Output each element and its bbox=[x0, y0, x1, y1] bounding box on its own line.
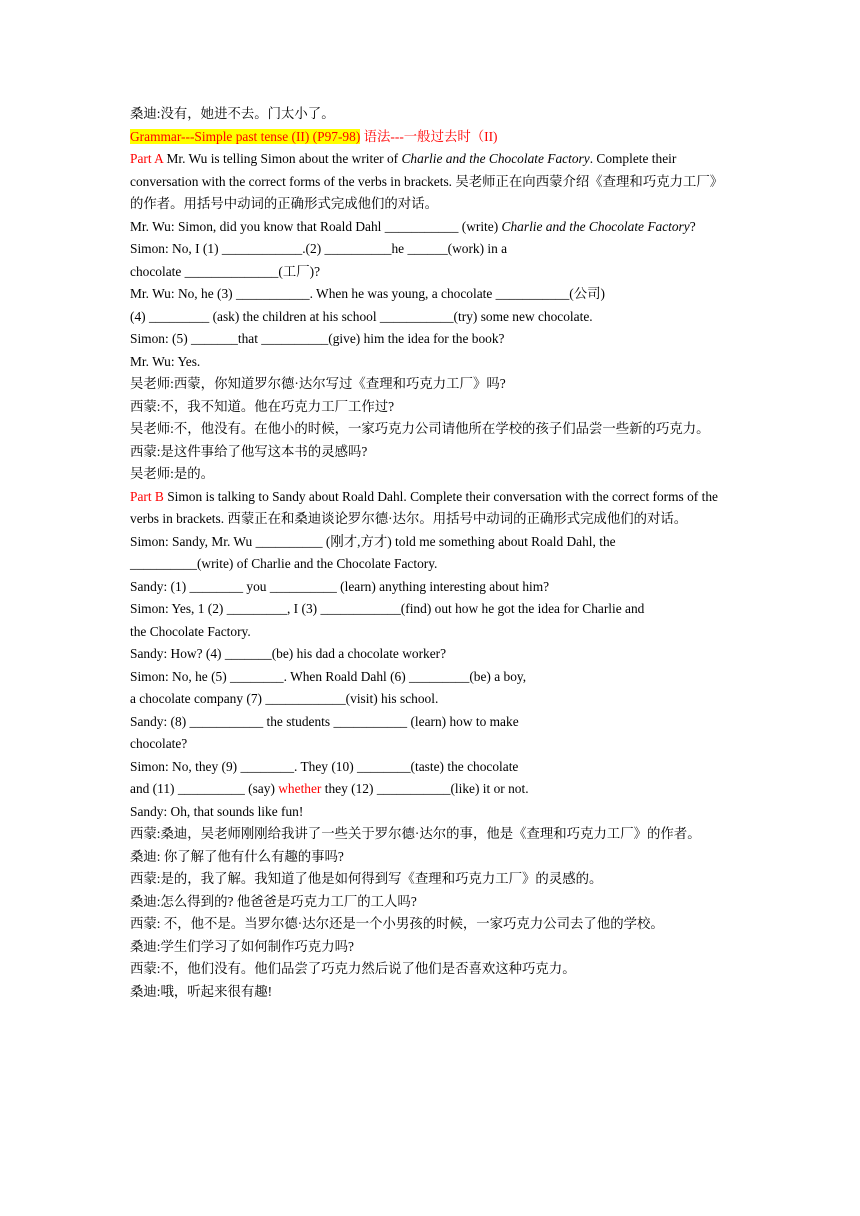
dialogue-line: Simon: (5) _______that __________(give) him the idea for the book? bbox=[130, 331, 505, 346]
part-b-label: Part B bbox=[130, 488, 164, 504]
dialogue-line: Mr. Wu: Yes. bbox=[130, 353, 201, 369]
dialogue-line: and (11) __________ (say) whether they (12) ___________(like) it or not. bbox=[130, 781, 529, 796]
dialogue-line: Mr. Wu: No, he (3) ___________. When he was young, a chocolate ___________(公司) bbox=[130, 286, 605, 301]
dialogue-line: Mr. Wu: Simon, did you know that Roald Dahl ___________ (write) Charlie and the Chocolate Factory? bbox=[130, 218, 696, 234]
part-a-label: Part A bbox=[130, 151, 164, 166]
translation-line: 西蒙:不，他们没有。他们品尝了巧克力然后说了他们是否喜欢这种巧克力。 bbox=[130, 961, 576, 976]
translation-line: 西蒙:桑迪，吴老师刚刚给我讲了一些关于罗尔德·达尔的事，他是《查理和巧克力工厂》的作者。 bbox=[130, 826, 701, 841]
translation-line: 西蒙: 不，他不是。当罗尔德·达尔还是一个小男孩的时候，一家巧克力公司去了他的学校。 bbox=[130, 916, 664, 931]
dialogue-line: chocolate ______________(工厂)? bbox=[130, 263, 321, 279]
dialogue-line: Sandy: (1) ________ you __________ (learn) anything interesting about him? bbox=[130, 578, 550, 594]
document-body bbox=[130, 103, 734, 1003]
translation-line: 西蒙:是的，我了解。我知道了他是如何得到写《查理和巧克力工厂》的灵感的。 bbox=[130, 871, 603, 886]
dialogue-line: Sandy: Oh, that sounds like fun! bbox=[130, 803, 304, 819]
dialogue-line: __________(write) of Charlie and the Chocolate Factory. bbox=[130, 556, 438, 571]
grammar-title: Grammar---Simple past tense (II) (P97-98) bbox=[130, 128, 361, 144]
book-title: Charlie and the Chocolate Factory bbox=[501, 218, 690, 234]
dialogue-line: Simon: No, they (9) ________. They (10) ________(taste) the chocolate bbox=[130, 758, 519, 774]
translation-line: 西蒙:是这件事给了他写这本书的灵感吗? bbox=[130, 443, 368, 459]
part-b-instructions: Part B Simon is talking to Sandy about Roald Dahl. Complete their conversation with the correct forms of the verbs in brackets. 西蒙正在和桑迪谈论罗尔德·达尔。用括号中动词的正确形式完成他们的对话。 bbox=[130, 488, 718, 526]
dialogue-line: Simon: Sandy, Mr. Wu __________ (刚才,方才) told me something about Roald Dahl, the bbox=[130, 533, 616, 549]
section-heading bbox=[130, 126, 734, 149]
dialogue-line: Sandy: (8) ___________ the students ___________ (learn) how to make bbox=[130, 713, 519, 729]
dialogue-line: a chocolate company (7) ____________(visit) his school. bbox=[130, 691, 439, 706]
translation-line: 西蒙:不，我不知道。他在巧克力工厂工作过? bbox=[130, 398, 395, 414]
translation-line: 吴老师:是的。 bbox=[130, 466, 215, 481]
dialogue-line: chocolate? bbox=[130, 736, 188, 751]
translation-line: 桑迪:哦，听起来很有趣! bbox=[130, 983, 273, 999]
dialogue-line: Sandy: How? (4) _______(be) his dad a chocolate worker? bbox=[130, 646, 447, 661]
book-title: Charlie and the Chocolate Factory bbox=[401, 151, 590, 166]
part-a-instructions: Part A Mr. Wu is telling Simon about the writer of Charlie and the Chocolate Factory. Complete their conversation with the correct forms of the verbs in brackets. 吴老师正在向西蒙介绍《查理和巧克力工厂》的作者。用括号中动词的正确形式完成他们的对话。 bbox=[130, 151, 724, 211]
dialogue-line: Simon: No, I (1) ____________.(2) __________he ______(work) in a bbox=[130, 241, 508, 256]
grammar-title-cn: 语法---一般过去时（II) bbox=[360, 128, 498, 144]
translation-line: 吴老师:西蒙，你知道罗尔德·达尔写过《查理和巧克力工厂》吗? bbox=[130, 376, 506, 391]
dialogue-line: Simon: No, he (5) ________. When Roald Dahl (6) _________(be) a boy, bbox=[130, 668, 527, 684]
translation-line: 桑迪:学生们学习了如何制作巧克力吗? bbox=[130, 938, 354, 954]
text-line: 桑迪:没有，她进不去。门太小了。 bbox=[130, 106, 335, 121]
translation-line: 桑迪: 你了解了他有什么有趣的事吗? bbox=[130, 848, 344, 864]
translation-line: 吴老师:不，他没有。在他小的时候，一家巧克力公司请他所在学校的孩子们品尝一些新的巧克力。 bbox=[130, 421, 710, 436]
highlighted-word: whether bbox=[278, 781, 322, 796]
dialogue-line: Simon: Yes, 1 (2) _________, I (3) ____________(find) out how he got the idea for Charlie and bbox=[130, 601, 645, 616]
dialogue-line: the Chocolate Factory. bbox=[130, 623, 251, 639]
translation-line: 桑迪:怎么得到的? 他爸爸是巧克力工厂的工人吗? bbox=[130, 893, 417, 909]
dialogue-line: (4) _________ (ask) the children at his school ___________(try) some new chocolate. bbox=[130, 308, 593, 324]
